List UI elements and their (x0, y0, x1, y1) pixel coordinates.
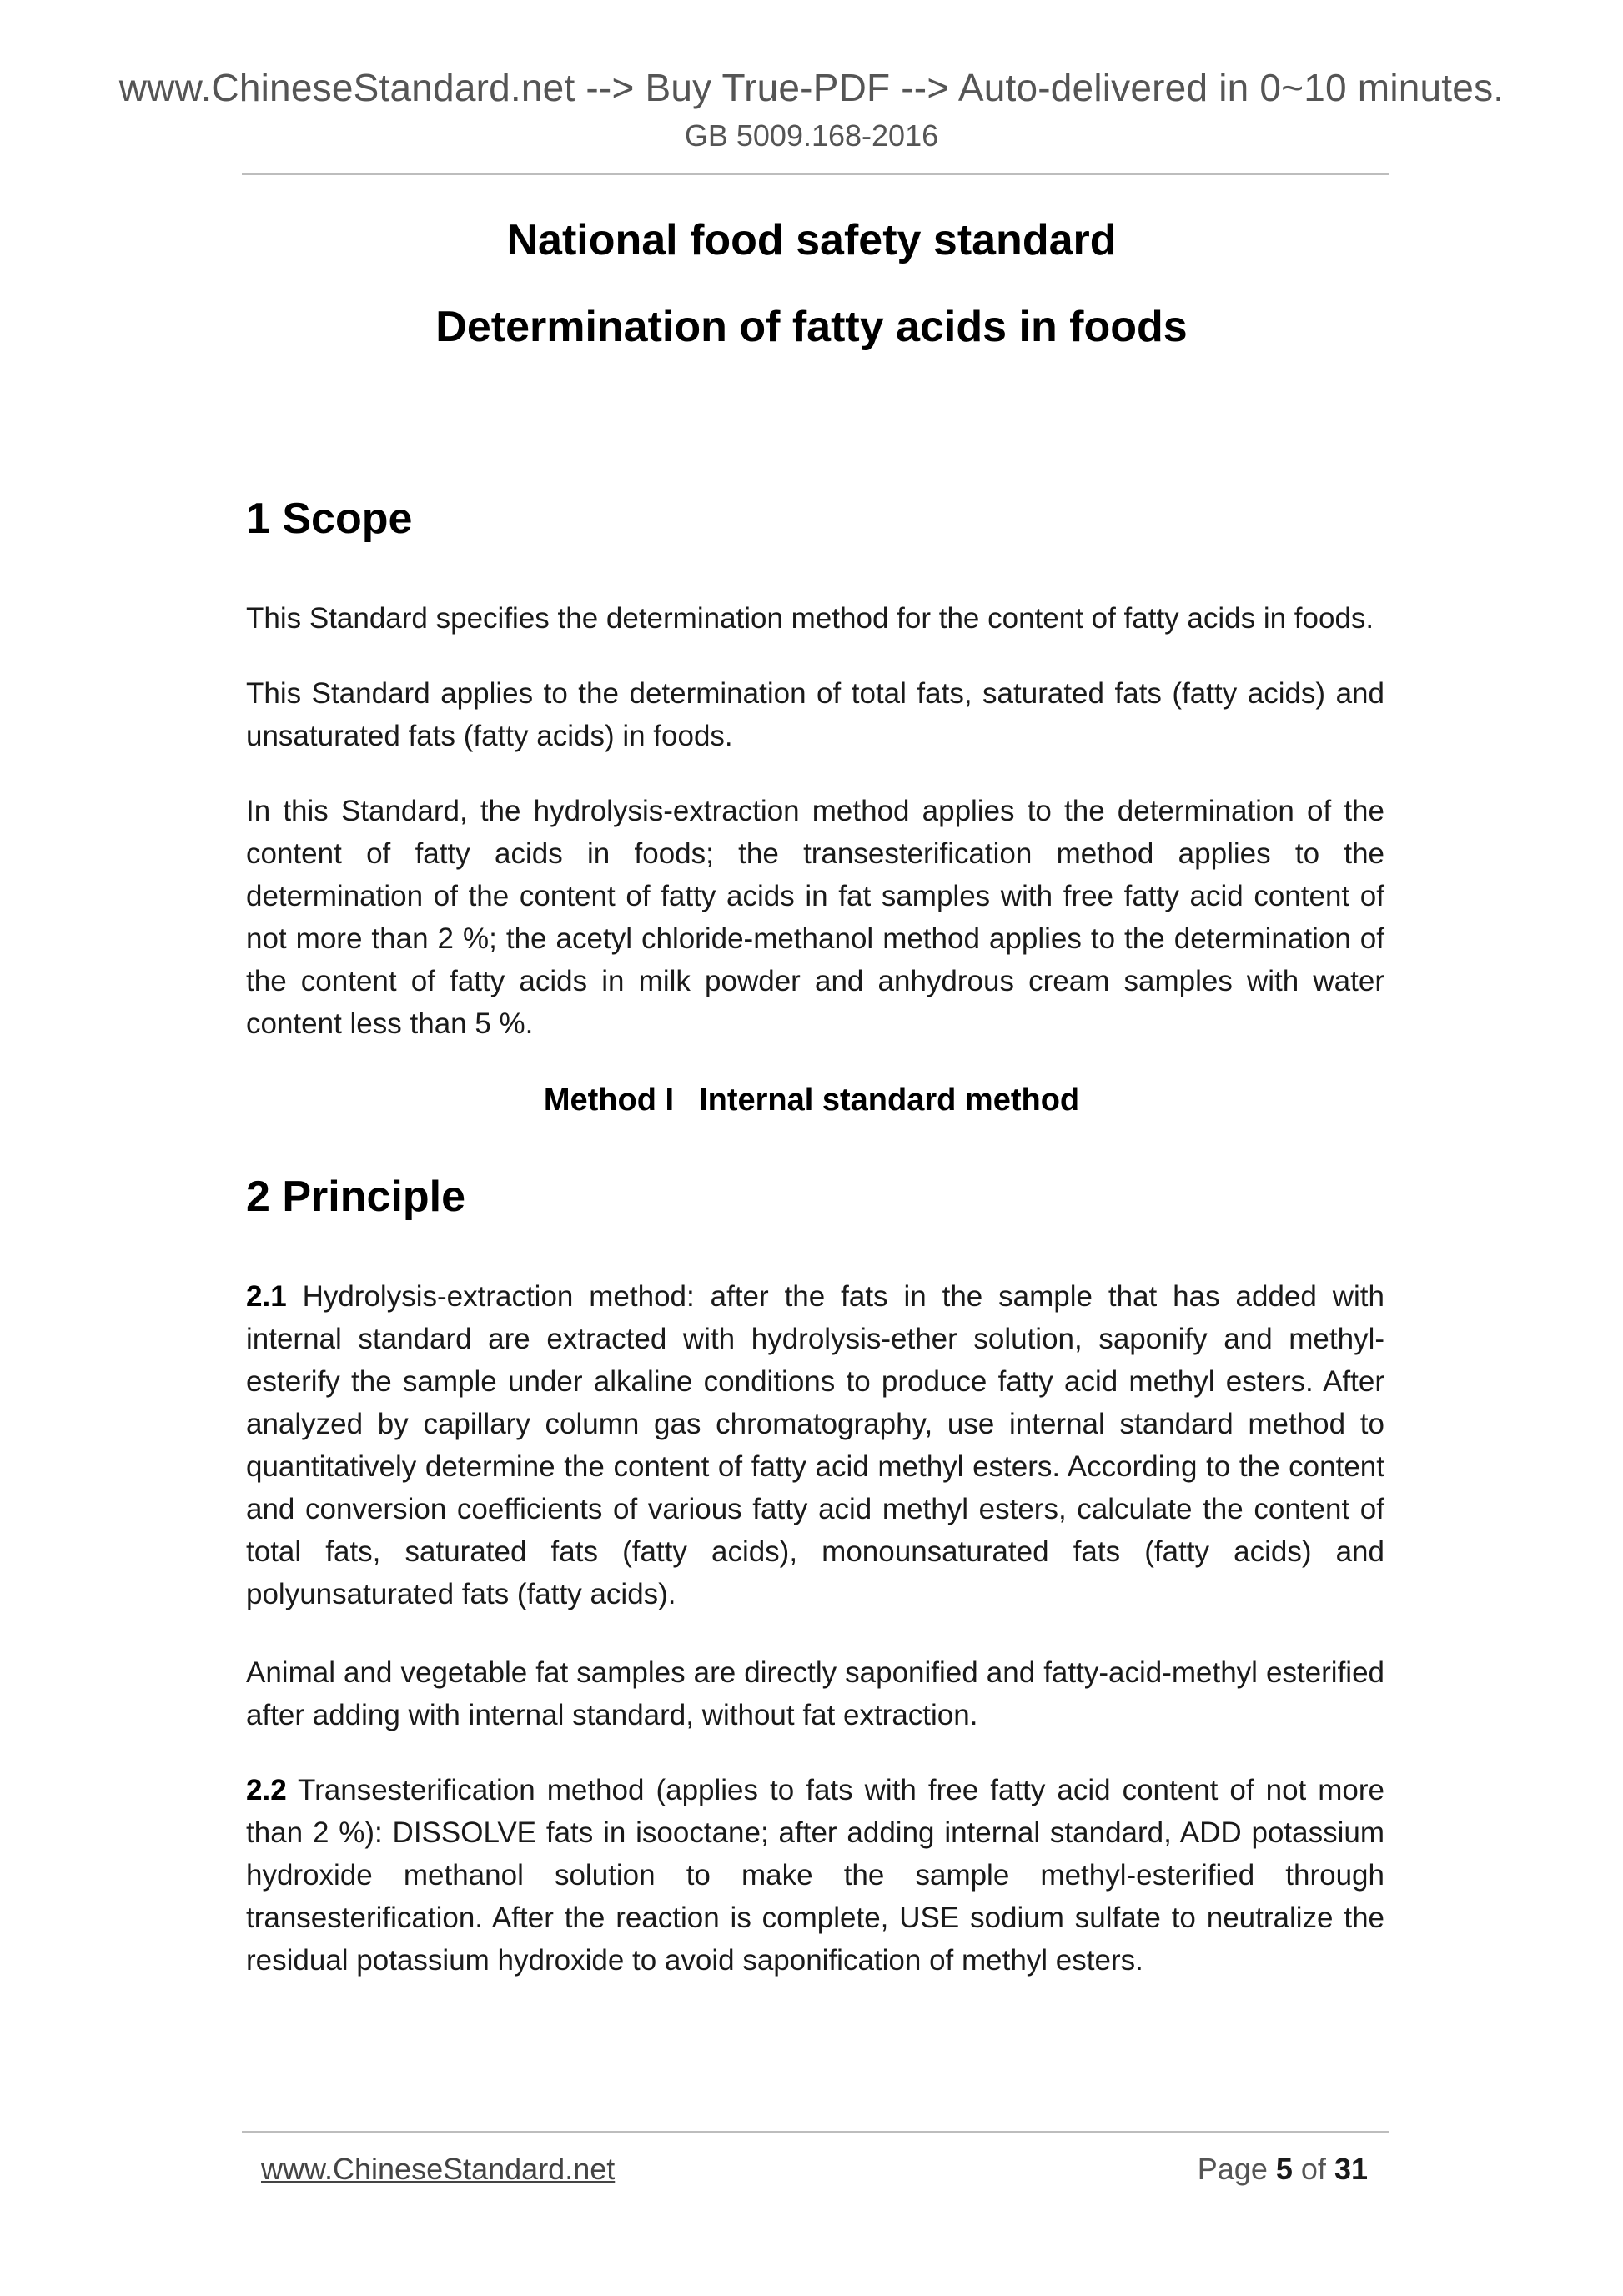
footer-divider (242, 2131, 1389, 2133)
header-banner: www.ChineseStandard.net --> Buy True-PDF --> Auto-delivered in 0~10 minutes. (118, 66, 1505, 109)
clause-text: Transesterification method (applies to fats with free fatty acid content of not more than 2 %): DISSOLVE fats in isooctane; after adding internal standard, ADD potassium hydroxide methanol solution to make the sample methyl-esterified through transesterification. After the reaction is complete, USE sodium sulfate to neutralize the residual potassium hydroxide to avoid saponification of methyl esters. (246, 1774, 1385, 1977)
page-total: 31 (1334, 2152, 1368, 2186)
principle-paragraph-animal-fat: Animal and vegetable fat samples are directly saponified and fatty-acid-methyl esterified after adding with internal standard, without fat extraction. (246, 1656, 1384, 1731)
method-heading (0, 1083, 1623, 1118)
method-label: Method I (543, 1083, 675, 1118)
page-indicator (1198, 2152, 1368, 2187)
scope-paragraph-1: This Standard specifies the determination method for the content of fatty acids in foods. (246, 602, 1374, 635)
footer-website-link[interactable]: www.ChineseStandard.net (261, 2152, 616, 2186)
document-title-line1: National food safety standard (506, 216, 1117, 264)
method-name: Internal standard method (699, 1083, 1080, 1118)
header-divider (242, 173, 1389, 175)
clause-number: 2.1 (246, 1280, 287, 1313)
scope-paragraph-2: This Standard applies to the determination of total fats, saturated fats (fatty acids) and unsaturated fats (fatty acids) in foods. (246, 677, 1384, 752)
clause-text: Hydrolysis-extraction method: after the fats in the sample that has added with internal standard are extracted with hydrolysis-ether solution, saponify and methyl-esterify the sample under alkaline conditions to produce fatty acid methyl esters. After analyzed by capillary column gas chromatography, use internal standard method to quantitatively determine the content of fatty acid methyl esters. According to the content and conversion coefficients of various fatty acid methyl esters, calculate the content of total fats, saturated fats (fatty acids), monounsaturated fats (fatty acids) and polyunsaturated fats (fatty acids). (246, 1280, 1384, 1610)
scope-paragraph-3: In this Standard, the hydrolysis-extraction method applies to the determination of the content of fatty acids in foods; the transesterification method applies to the determination of the content of fatty acids in fat samples with free fatty acid content of not more than 2 %; the acetyl chloride-methanol method applies to the determination of the content of fatty acids in milk powder and anhydrous cream samples with water content less than 5 %. (246, 795, 1384, 1040)
section-heading-scope: 1 Scope (246, 495, 413, 543)
document-number: GB 5009.168-2016 (684, 118, 939, 153)
document-title-line2: Determination of fatty acids in foods (435, 303, 1188, 351)
principle-paragraph-2-1 (246, 1275, 1384, 1615)
page-prefix: Page (1197, 2152, 1268, 2186)
page-of: of (1300, 2152, 1326, 2186)
principle-paragraph-2-2 (246, 1769, 1384, 1982)
clause-number: 2.2 (246, 1774, 287, 1806)
page-current: 5 (1275, 2152, 1293, 2186)
section-heading-principle: 2 Principle (246, 1173, 465, 1221)
